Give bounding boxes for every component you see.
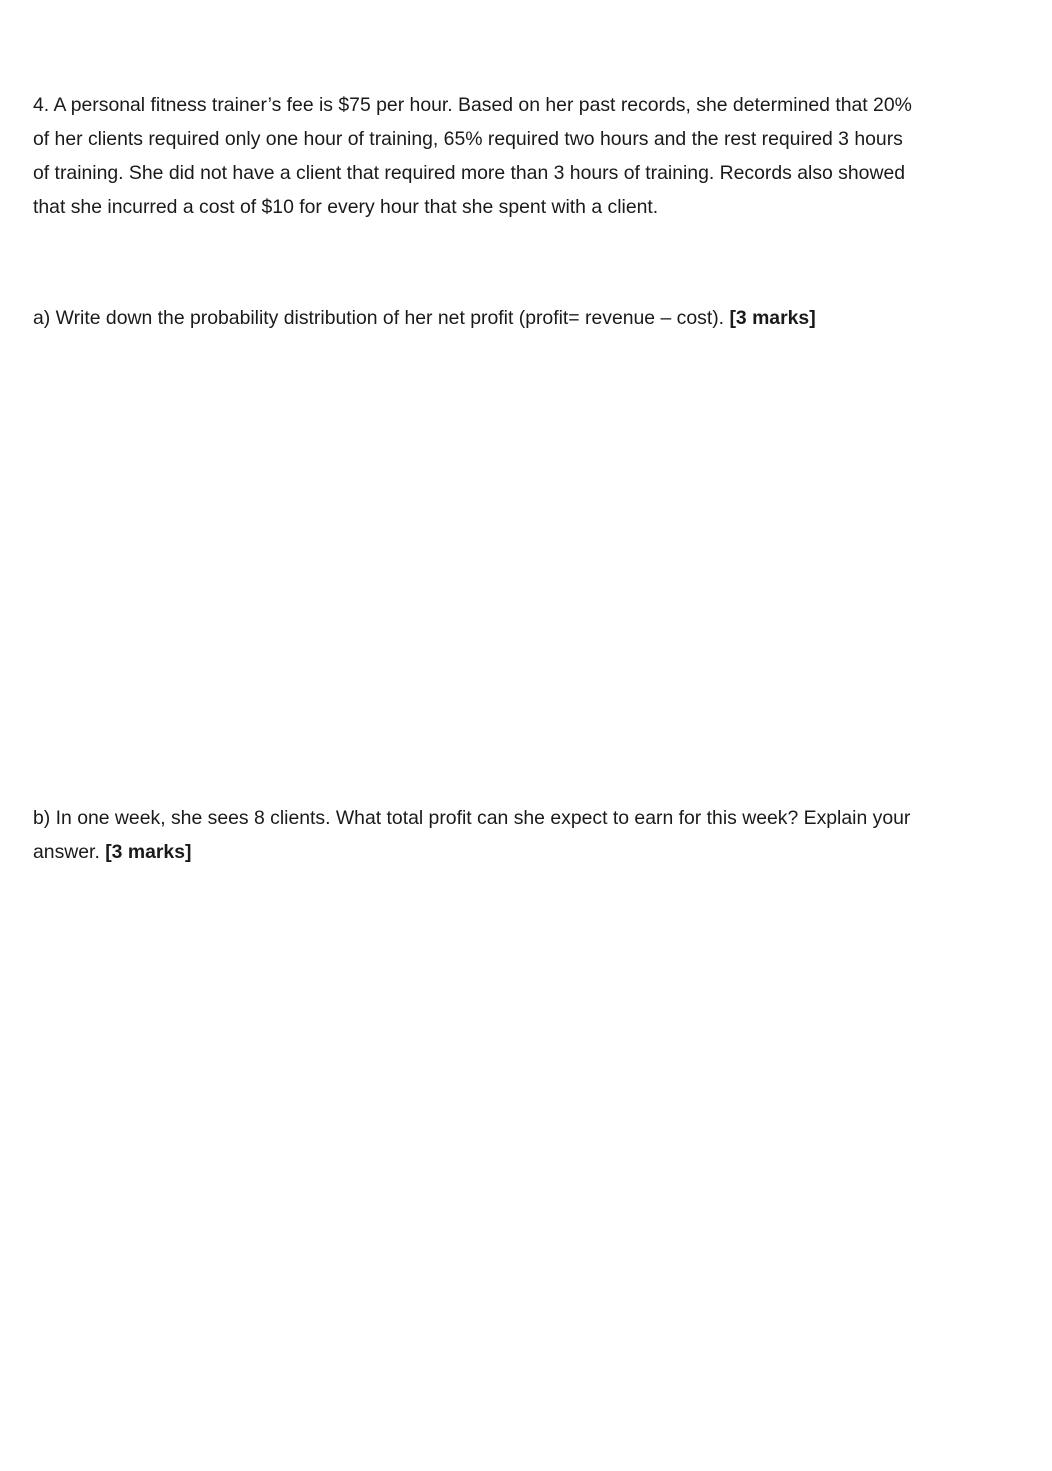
part-b-line bbox=[33, 835, 1038, 869]
intro-line: of her clients required only one hour of training, 65% required two hours and the rest required 3 hours bbox=[33, 128, 903, 150]
part-a-marks: [3 marks] bbox=[729, 307, 816, 329]
intro-line: 4. A personal fitness trainer’s fee is $75 per hour. Based on her past records, she determined that 20% bbox=[33, 94, 912, 116]
question-4-intro bbox=[33, 88, 1038, 224]
intro-line: of training. She did not have a client that required more than 3 hours of training. Records also showed bbox=[33, 162, 906, 184]
part-b-text: answer. bbox=[33, 841, 106, 863]
part-b-question bbox=[33, 801, 1038, 869]
part-b-line: b) In one week, she sees 8 clients. What total profit can she expect to earn for this week? Explain your bbox=[33, 807, 911, 829]
part-a-line bbox=[33, 301, 1038, 335]
part-b-marks: [3 marks] bbox=[105, 841, 192, 863]
intro-line: that she incurred a cost of $10 for every hour that she spent with a client. bbox=[33, 196, 659, 218]
part-b-answer-space bbox=[33, 880, 1038, 1440]
part-a-question bbox=[33, 301, 1038, 335]
part-a-text: a) Write down the probability distribution of her net profit (profit= revenue – cost). bbox=[33, 307, 730, 329]
part-a-answer-space bbox=[33, 350, 1038, 780]
